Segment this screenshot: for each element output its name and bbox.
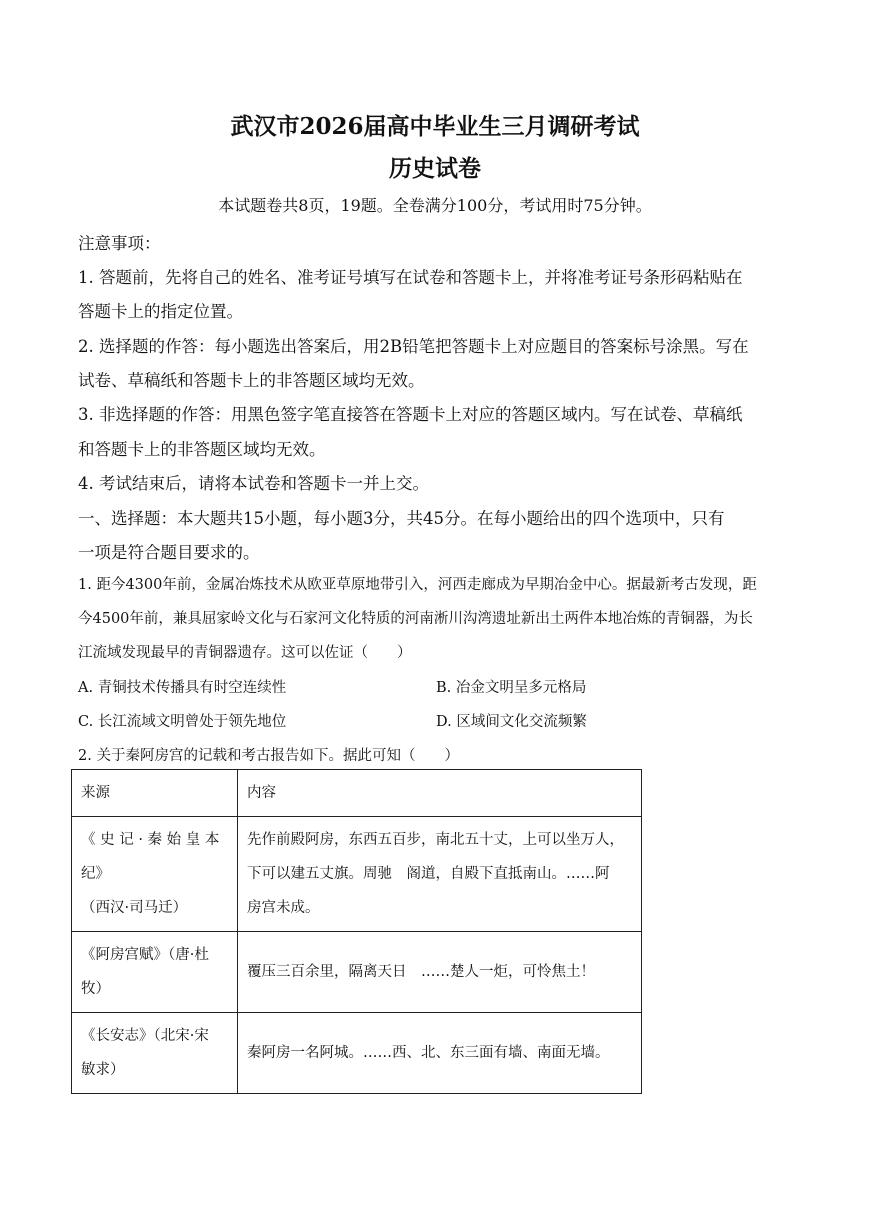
source-line: 《 史 记 · 秦 始 皇 本 [81, 832, 220, 848]
note-1-line-1: 1. 答题前，先将自己的姓名、准考证号填写在试卷和答题卡上，并将准考证号条形码粘贴在 [78, 268, 743, 287]
q1-stem-line-2: 今4500年前，兼具屈家岭文化与石家河文化特质的河南淅川沟湾遗址新出土两件本地冶炼的青铜器，为长 [78, 611, 753, 627]
content-line: 下可以建五丈旗。周驰 阁道，自殿下直抵南山。……阿 [247, 866, 610, 882]
q2-stem: 2. 关于秦阿房宫的记载和考古报告如下。据此可知（ ） [78, 748, 459, 764]
q2-source-table [71, 769, 642, 1094]
q1-option-c[interactable]: C. 长江流域文明曾处于领先地位 [78, 714, 287, 730]
note-2-line-1: 2. 选择题的作答：每小题选出答案后，用2B铅笔把答题卡上对应题目的答案标号涂黑。写在 [78, 337, 749, 356]
q1-stem-line-3: 江流域发现最早的青铜器遗存。这可以佐证（ ） [78, 645, 412, 661]
table-cell-content [238, 817, 642, 932]
table-header-row [72, 770, 642, 817]
content-line: 先作前殿阿房，东西五百步，南北五十丈，上可以坐万人， [247, 832, 624, 848]
source-line: 纪》 [81, 866, 110, 882]
table-cell-source [72, 932, 238, 1013]
exam-subject: 历史试卷 [389, 155, 481, 182]
table-cell-content [238, 1013, 642, 1094]
table-row [72, 932, 642, 1013]
table-cell-source [72, 1013, 238, 1094]
content-line: 房宫未成。 [247, 900, 320, 916]
table-row [72, 1013, 642, 1094]
q1-option-d[interactable]: D. 区域间文化交流频繁 [436, 714, 587, 730]
note-3-line-1: 3. 非选择题的作答：用黑色签字笔直接答在答题卡上对应的答题区域内。写在试卷、草稿纸 [78, 405, 743, 424]
content-line: 秦阿房一名阿城。……西、北、东三面有墙、南面无墙。 [247, 1045, 610, 1061]
table-header-content: 内容 [238, 770, 642, 817]
note-1-line-2: 答题卡上的指定位置。 [78, 302, 243, 321]
source-line: 《长安志》（北宋·宋 [81, 1028, 209, 1044]
table-cell-content [238, 932, 642, 1013]
note-2-line-2: 试卷、草稿纸和答题卡上的非答题区域均无效。 [78, 371, 425, 390]
note-3-line-2: 和答题卡上的非答题区域均无效。 [78, 440, 326, 459]
source-line: 《阿房宫赋》（唐·杜 [81, 947, 209, 963]
q1-option-b[interactable]: B. 冶金文明呈多元格局 [436, 680, 587, 696]
exam-info: 本试题卷共8页，19题。全卷满分100分，考试用时75分钟。 [218, 196, 652, 215]
notes-heading: 注意事项： [78, 234, 161, 253]
q1-option-a[interactable]: A. 青铜技术传播具有时空连续性 [78, 680, 287, 696]
source-line: （西汉·司马迁） [81, 900, 188, 916]
source-line: 牧） [81, 981, 110, 997]
q1-stem-line-1: 1. 距今4300年前，金属冶炼技术从欧亚草原地带引入，河西走廊成为早期冶金中心。据最新考古发现，距 [78, 577, 757, 593]
section-heading-line-1: 一、选择题：本大题共15小题，每小题3分，共45分。在每小题给出的四个选项中，只有 [78, 509, 725, 528]
exam-title: 武汉市2026届高中毕业生三月调研考试 [230, 113, 640, 140]
note-4-line-1: 4. 考试结束后，请将本试卷和答题卡一并上交。 [78, 474, 429, 493]
table-cell-source [72, 817, 238, 932]
section-heading-line-2: 一项是符合题目要求的。 [78, 543, 260, 562]
table-header-source: 来源 [72, 770, 238, 817]
source-line: 敏求） [81, 1062, 125, 1078]
content-line: 覆压三百余里，隔离天日 ……楚人一炬，可怜焦土！ [247, 964, 595, 980]
table-row [72, 817, 642, 932]
